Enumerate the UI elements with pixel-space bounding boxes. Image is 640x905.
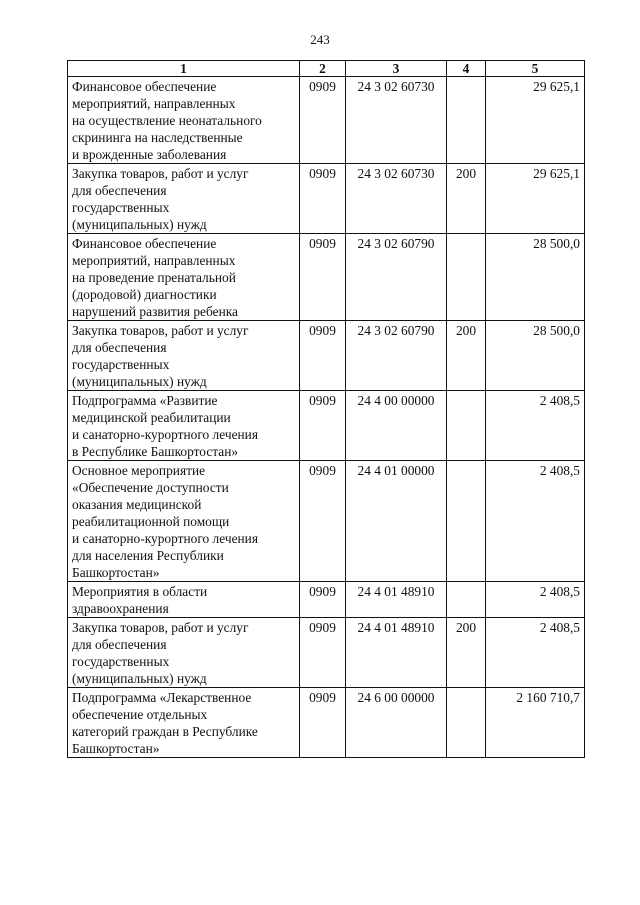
row-section-cell: 0909 — [300, 391, 346, 461]
row-amount-cell: 2 408,5 — [486, 461, 585, 582]
row-name-cell: Закупка товаров, работ и услуг для обеспечения государственных (муниципальных) нужд — [68, 321, 300, 391]
column-header-amount: 5 — [486, 61, 585, 77]
table-row — [68, 461, 585, 582]
column-header-section: 2 — [300, 61, 346, 77]
row-amount-cell: 29 625,1 — [486, 77, 585, 164]
row-amount-cell: 28 500,0 — [486, 234, 585, 321]
row-type-cell — [447, 391, 486, 461]
table-row — [68, 164, 585, 234]
table-row — [68, 234, 585, 321]
row-name-cell: Мероприятия в области здравоохранения — [68, 582, 300, 618]
row-section-cell: 0909 — [300, 618, 346, 688]
row-code-cell: 24 3 02 60730 — [346, 77, 447, 164]
row-type-cell: 200 — [447, 618, 486, 688]
row-code-cell: 24 4 00 00000 — [346, 391, 447, 461]
row-type-cell — [447, 461, 486, 582]
row-section-cell: 0909 — [300, 321, 346, 391]
row-code-cell: 24 3 02 60790 — [346, 234, 447, 321]
row-code-cell: 24 4 01 00000 — [346, 461, 447, 582]
table-row — [68, 391, 585, 461]
row-name-cell: Подпрограмма «Лекарственное обеспечение отдельных категорий граждан в Республике Башкортостан» — [68, 688, 300, 758]
row-name-cell: Закупка товаров, работ и услуг для обеспечения государственных (муниципальных) нужд — [68, 618, 300, 688]
row-section-cell: 0909 — [300, 77, 346, 164]
row-amount-cell: 28 500,0 — [486, 321, 585, 391]
row-amount-cell: 2 160 710,7 — [486, 688, 585, 758]
row-section-cell: 0909 — [300, 582, 346, 618]
row-type-cell — [447, 582, 486, 618]
column-header-code: 3 — [346, 61, 447, 77]
row-name-cell: Финансовое обеспечение мероприятий, направленных на проведение пренатальной (дородовой) диагностики нарушений развития ребенка — [68, 234, 300, 321]
table-row — [68, 618, 585, 688]
row-section-cell: 0909 — [300, 461, 346, 582]
row-type-cell — [447, 234, 486, 321]
row-amount-cell: 2 408,5 — [486, 582, 585, 618]
row-code-cell: 24 3 02 60790 — [346, 321, 447, 391]
row-type-cell: 200 — [447, 321, 486, 391]
row-type-cell — [447, 77, 486, 164]
column-header-name: 1 — [68, 61, 300, 77]
row-code-cell: 24 4 01 48910 — [346, 582, 447, 618]
row-section-cell: 0909 — [300, 234, 346, 321]
row-name-cell: Основное мероприятие «Обеспечение доступности оказания медицинской реабилитационной помощи и санаторно-курортного лечения для населения Республики Башкортостан» — [68, 461, 300, 582]
table-row — [68, 688, 585, 758]
row-type-cell — [447, 688, 486, 758]
row-name-cell: Подпрограмма «Развитие медицинской реабилитации и санаторно-курортного лечения в Республике Башкортостан» — [68, 391, 300, 461]
table-header-row — [68, 61, 585, 77]
table-row — [68, 321, 585, 391]
row-section-cell: 0909 — [300, 688, 346, 758]
page-number: 243 — [310, 32, 330, 47]
table-row — [68, 582, 585, 618]
row-name-cell: Закупка товаров, работ и услуг для обеспечения государственных (муниципальных) нужд — [68, 164, 300, 234]
row-amount-cell: 2 408,5 — [486, 391, 585, 461]
budget-table — [67, 60, 585, 758]
column-header-type: 4 — [447, 61, 486, 77]
table-row — [68, 77, 585, 164]
row-amount-cell: 29 625,1 — [486, 164, 585, 234]
row-code-cell: 24 4 01 48910 — [346, 618, 447, 688]
row-section-cell: 0909 — [300, 164, 346, 234]
row-code-cell: 24 6 00 00000 — [346, 688, 447, 758]
row-code-cell: 24 3 02 60730 — [346, 164, 447, 234]
row-amount-cell: 2 408,5 — [486, 618, 585, 688]
row-name-cell: Финансовое обеспечение мероприятий, направленных на осуществление неонатального скрининга на наследственные и врожденные заболевания — [68, 77, 300, 164]
row-type-cell: 200 — [447, 164, 486, 234]
